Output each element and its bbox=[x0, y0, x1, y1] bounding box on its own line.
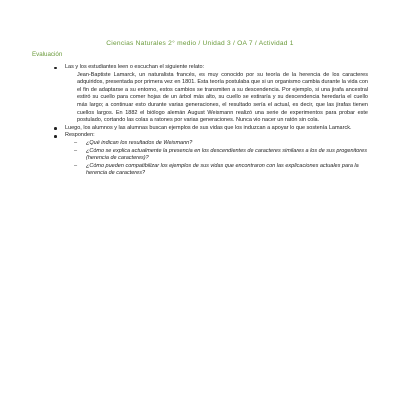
question-item bbox=[65, 140, 368, 148]
question-text: ¿Qué indican los resultados de Weismann? bbox=[86, 139, 193, 146]
examples-instruction: Luego, los alumnos y las alumnas buscan ejemplos de sus vidas que los induzcan a apoyar lo que sostenía Lamarck. bbox=[65, 124, 352, 131]
list-item-examples bbox=[54, 125, 368, 133]
question-text: ¿Cómo pueden compatibilizar los ejemplos de sus vidas que encontraron con las explicaciones actuales para la herencia de caracteres? bbox=[86, 162, 359, 177]
bullet-icon bbox=[54, 127, 57, 130]
question-list bbox=[65, 140, 368, 178]
list-item-questions bbox=[54, 132, 368, 178]
question-item bbox=[65, 163, 368, 178]
document-body bbox=[54, 64, 368, 178]
section-heading: Evaluación bbox=[32, 51, 63, 58]
question-item bbox=[65, 148, 368, 163]
list-item-reading bbox=[54, 64, 368, 125]
document-title: Ciencias Naturales 2° medio / Unidad 3 / OA 7 / Actividad 1 bbox=[106, 40, 294, 47]
bullet-icon bbox=[54, 67, 57, 70]
dash-marker: – bbox=[74, 147, 78, 154]
lamarck-passage: Jean-Baptiste Lamarck, un naturalista francés, es muy conocido por su teoría de la herencia de los caracteres adquiridos, presentada por primera vez en 1801. Esta teoría postulaba que si un organismo cambia durante la vida con el fin de adaptarse a su entorno, estos cambios se transmiten a su descendencia. Por ejemplo, si una jirafa ancestral estiró su cuello para comer hojas de un árbol más alto, su cuello se estiraría y su descendencia heredaría el cuello más largo; a continuar esto durante varias generaciones, el resultado sería el actual, es decir, que las jirafas tienen cuellos largos. En 1882 el biólogo alemán August Weismann realizó una serie de experimentos para probar este postulado, cortando las colas a ratones por varias generaciones. Nunca vio nacer un ratón sin cola. bbox=[77, 71, 368, 124]
question-text: ¿Cómo se explica actualmente la presencia en los descendientes de caracteres similares a los de sus progenitores (herencia de caracteres)? bbox=[86, 147, 367, 162]
dash-marker: – bbox=[74, 139, 78, 146]
activity-list bbox=[54, 64, 368, 178]
reading-intro: Las y los estudiantes leen o escuchan el siguiente relato: bbox=[65, 64, 205, 70]
respond-label: Responden: bbox=[65, 132, 95, 139]
dash-marker: – bbox=[74, 162, 78, 169]
bullet-icon bbox=[54, 135, 57, 138]
